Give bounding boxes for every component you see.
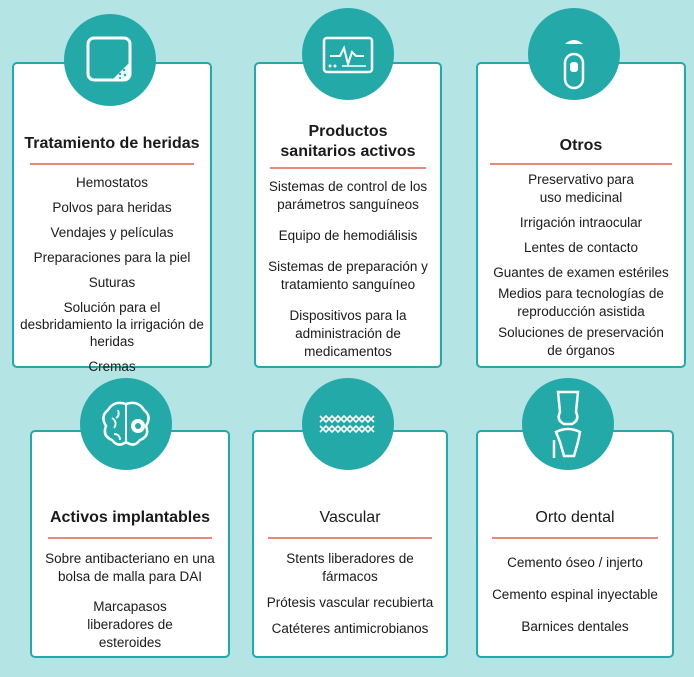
- brain-icon: [80, 378, 172, 470]
- list-item: Barnices dentales: [521, 619, 629, 634]
- list-item: Marcapasos liberadores de esteroides: [87, 599, 173, 650]
- list-item: Soluciones de preservación de órganos: [498, 325, 664, 358]
- list-item: Catéteres antimicrobianos: [271, 621, 429, 636]
- list-item: Medios para tecnologías de reproducción asistida: [498, 286, 664, 319]
- list-item: Cremas: [88, 359, 136, 374]
- title-divider: [48, 537, 212, 539]
- card-title: Productos sanitarios activos: [280, 123, 416, 160]
- bandage-icon: [64, 14, 156, 106]
- item-list: [478, 171, 684, 360]
- list-item: Guantes de examen estériles: [493, 265, 669, 280]
- title-divider: [30, 163, 194, 165]
- list-item: Stents liberadores de fármacos: [286, 551, 414, 584]
- heart-monitor-icon: [302, 8, 394, 100]
- card-otros: [476, 62, 686, 368]
- list-item: Cemento espinal inyectable: [492, 587, 658, 602]
- item-list: [478, 554, 672, 636]
- card-title: Vascular: [319, 509, 381, 526]
- card-title: Orto dental: [535, 509, 615, 526]
- list-item: Prótesis vascular recubierta: [266, 595, 434, 610]
- item-list: [14, 174, 210, 375]
- title-divider: [492, 537, 658, 539]
- card-title: Otros: [559, 137, 603, 154]
- list-item: Equipo de hemodiálisis: [278, 228, 418, 243]
- card-productos-sanitarios-activos: [254, 62, 442, 368]
- item-list: [256, 178, 440, 361]
- list-item: Sobre antibacteriano en una bolsa de malla para DAI: [45, 551, 215, 584]
- list-item: Vendajes y películas: [50, 225, 174, 240]
- list-item: Sistemas de preparación y tratamiento sanguíneo: [268, 259, 428, 292]
- list-item: Irrigación intraocular: [519, 215, 643, 230]
- item-list: [254, 550, 446, 638]
- item-list: [32, 550, 228, 652]
- stent-icon: [302, 378, 394, 470]
- list-item: Preparaciones para la piel: [33, 250, 191, 265]
- card-title: Activos implantables: [49, 509, 211, 526]
- list-item: Suturas: [88, 275, 136, 290]
- card-title: Tratamiento de heridas: [24, 135, 200, 152]
- list-item: Polvos para heridas: [52, 200, 172, 215]
- list-item: Solución para el desbridamiento la irrigación de heridas: [20, 300, 204, 349]
- list-item: Preservativo para uso medicinal: [528, 172, 634, 205]
- list-item: Hemostatos: [75, 175, 149, 190]
- list-item: Lentes de contacto: [523, 240, 639, 255]
- list-item: Sistemas de control de los parámetros sanguíneos: [268, 179, 428, 212]
- title-divider: [268, 537, 432, 539]
- title-divider: [490, 163, 672, 165]
- card-tratamiento-heridas: [12, 62, 212, 374]
- knee-joint-icon: [522, 378, 614, 470]
- list-item: Dispositivos para la administración de medicamentos: [289, 308, 407, 359]
- list-item: Cemento óseo / injerto: [507, 555, 643, 570]
- title-divider: [270, 167, 426, 169]
- contact-lens-finger-icon: [528, 8, 620, 100]
